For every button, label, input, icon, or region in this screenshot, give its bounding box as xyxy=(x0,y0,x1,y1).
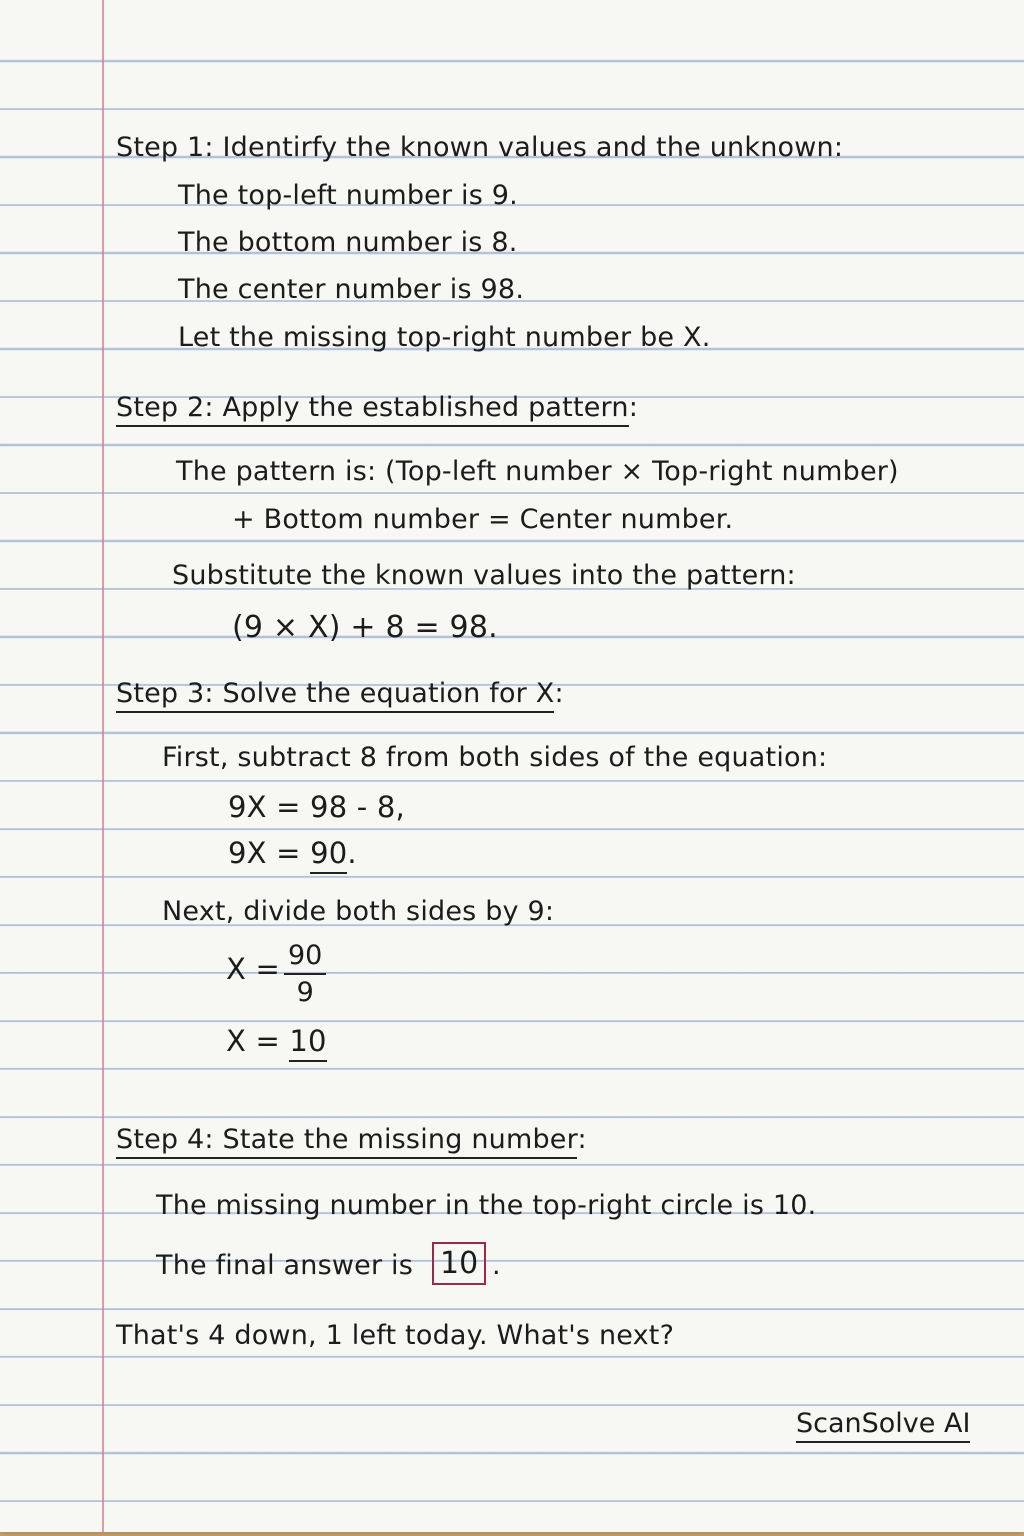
result-value: 10 xyxy=(289,1024,326,1062)
step1-heading xyxy=(116,132,843,163)
fraction-lhs: X = xyxy=(226,952,280,986)
eq2-suffix: . xyxy=(347,836,357,870)
result-equation xyxy=(226,1024,327,1058)
fraction-90-over-9 xyxy=(284,940,326,1008)
final-answer-label: The final answer is xyxy=(156,1250,414,1281)
step1-line-4: Let the missing top-right number be X. xyxy=(178,322,711,353)
step1-heading-rest: Identirfy the known values and the unknown: xyxy=(222,132,844,163)
subtract-line: First, subtract 8 from both sides of the equation: xyxy=(162,742,828,773)
closing-line: That's 4 down, 1 left today. What's next? xyxy=(116,1320,675,1351)
fraction-denominator: 9 xyxy=(296,977,314,1008)
step3-heading xyxy=(116,678,564,709)
step4-heading-colon: : xyxy=(577,1124,587,1155)
step1-line-2: The bottom number is 8. xyxy=(178,227,518,258)
substitute-line: Substitute the known values into the pattern: xyxy=(172,560,796,591)
step4-heading-text: Step 4: State the missing number xyxy=(116,1124,577,1159)
step1-line-3: The center number is 98. xyxy=(178,274,525,305)
pattern-line-2: + Bottom number = Center number. xyxy=(232,504,734,535)
missing-number-line: The missing number in the top-right circle is 10. xyxy=(156,1190,817,1221)
result-lhs: X = xyxy=(226,1024,290,1058)
substituted-equation: (9 × X) + 8 = 98. xyxy=(232,610,498,645)
margin-line xyxy=(102,0,104,1532)
brand-signature: ScanSolve AI xyxy=(796,1408,970,1443)
eq2-value: 90 xyxy=(310,836,347,874)
final-answer-period: . xyxy=(492,1250,501,1281)
step1-line-1: The top-left number is 9. xyxy=(178,180,518,211)
final-answer-box: 10 xyxy=(432,1242,486,1285)
step2-heading xyxy=(116,392,638,423)
step3-heading-colon: : xyxy=(554,678,564,709)
equation-step-2 xyxy=(228,836,357,870)
step4-heading xyxy=(116,1124,587,1155)
pattern-line-1: The pattern is: (Top-left number × Top-right number) xyxy=(176,456,899,487)
divide-line: Next, divide both sides by 9: xyxy=(162,896,555,927)
step2-heading-colon: : xyxy=(628,392,638,423)
step1-heading-prefix: Step 1: xyxy=(116,132,223,163)
step3-heading-text: Step 3: Solve the equation for X xyxy=(116,678,554,713)
eq2-prefix: 9X = xyxy=(228,836,311,870)
equation-step-1: 9X = 98 - 8, xyxy=(228,790,405,824)
fraction-numerator: 90 xyxy=(284,940,326,975)
step2-heading-text: Step 2: Apply the established pattern xyxy=(116,392,629,427)
